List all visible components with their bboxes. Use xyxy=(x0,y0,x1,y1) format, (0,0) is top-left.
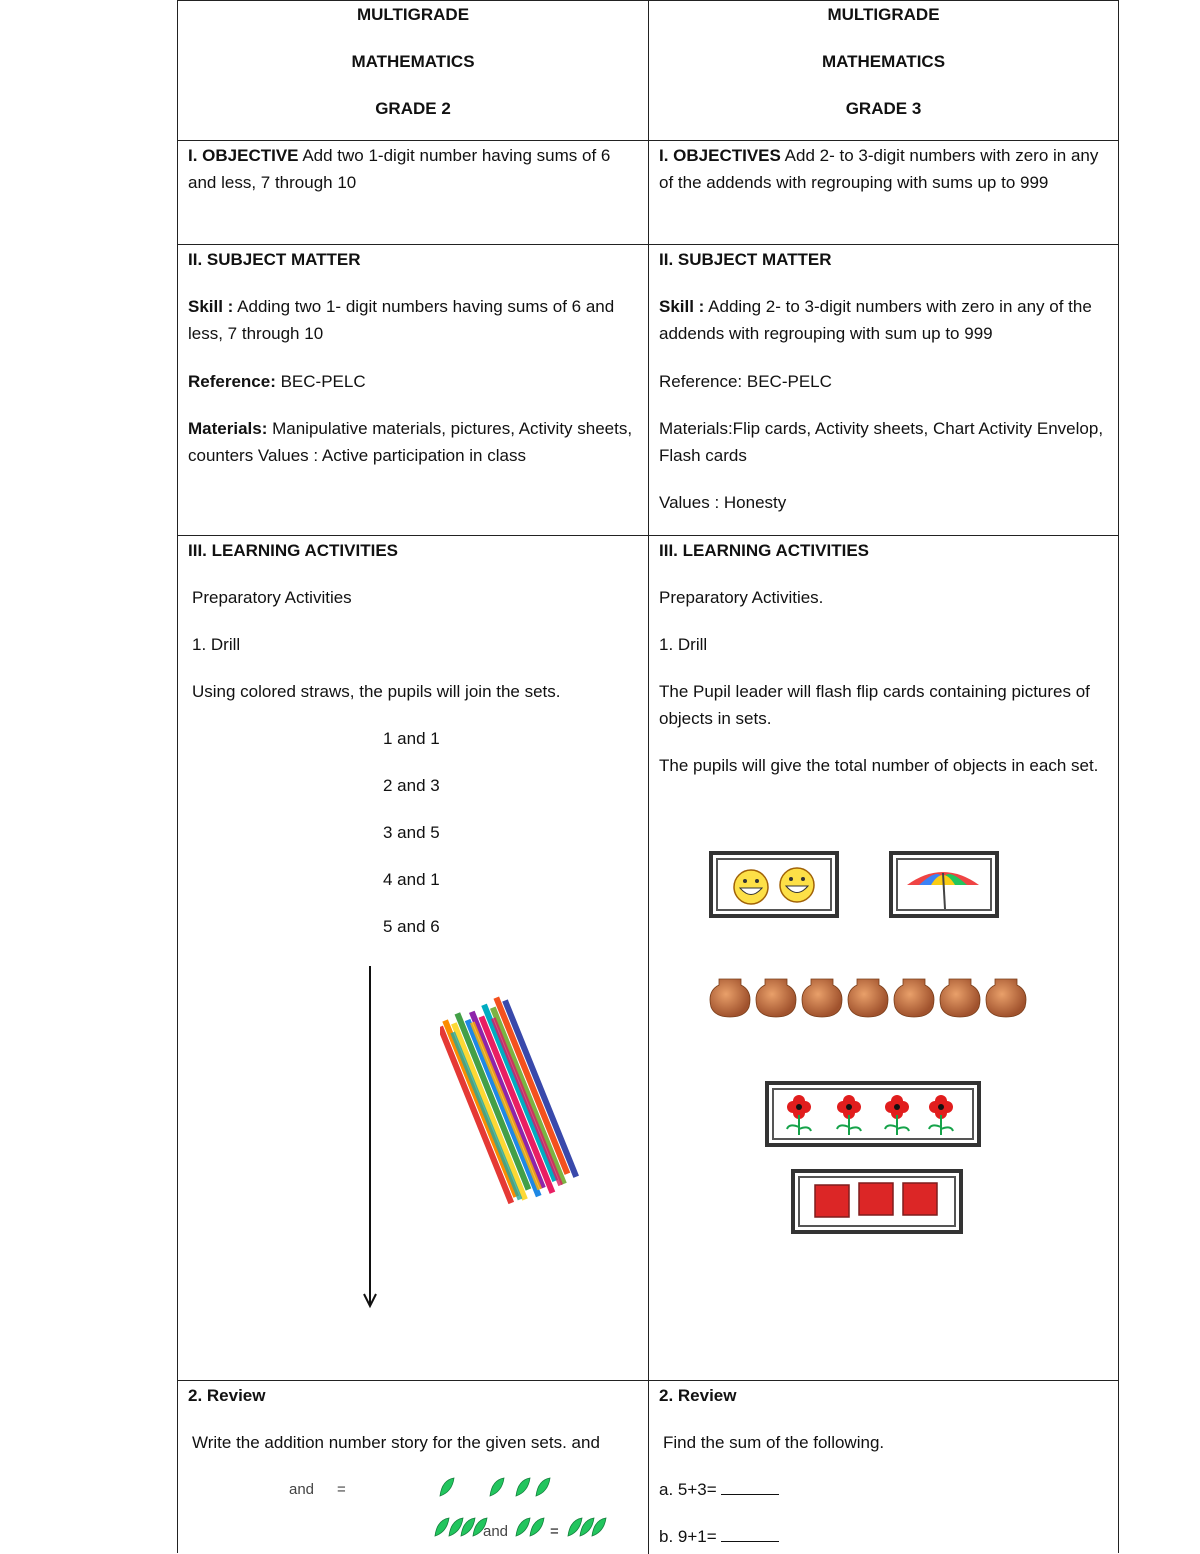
header-title: MULTIGRADE xyxy=(356,5,470,24)
pair-item: 5 and 6 xyxy=(383,917,440,936)
review-set-line-1 xyxy=(178,1476,648,1506)
pair-item: 2 and 3 xyxy=(383,776,440,795)
review-heading: 2. Review xyxy=(188,1386,266,1405)
objective-row xyxy=(178,140,1118,245)
learning-activities-row xyxy=(178,535,1118,1381)
subject-matter-row xyxy=(178,244,1118,536)
equals-sign: = xyxy=(337,1481,346,1498)
values-text: Values : Honesty xyxy=(659,493,787,512)
flip-card-flowers xyxy=(765,1081,981,1147)
objective-label: I. OBJECTIVES xyxy=(659,146,781,165)
skill-label: Skill : xyxy=(188,297,234,316)
materials-text: Materials:Flip cards, Activity sheets, Chart Activity Envelop, Flash cards xyxy=(659,419,1104,465)
answer-blank[interactable] xyxy=(721,1480,779,1495)
and-word: and xyxy=(289,1481,315,1498)
subject-grade2 xyxy=(178,245,648,536)
flip-card-smileys xyxy=(709,851,839,918)
equals-sign: = xyxy=(550,1523,559,1540)
skill-text: Adding two 1- digit numbers having sums of 6 and less, 7 through 10 xyxy=(188,297,615,343)
subject-heading: II. SUBJECT MATTER xyxy=(659,250,832,269)
review-item: a. 5+3= xyxy=(659,1480,717,1499)
drill-instruction: Using colored straws, the pupils will join the sets. xyxy=(192,682,561,701)
objective-text: Add 2- to 3-digit numbers with zero in any of the addends with regrouping with sums up to 999 xyxy=(659,146,1099,192)
review-instruction: Find the sum of the following. xyxy=(663,1433,885,1452)
review-item: b. 9+1= xyxy=(659,1527,717,1546)
drill-label: 1. Drill xyxy=(192,635,241,654)
leaf-icon xyxy=(514,1516,550,1540)
lesson-plan-table xyxy=(177,0,1119,1553)
review-grade2 xyxy=(178,1381,648,1554)
skill-text: Adding 2- to 3-digit numbers with zero in any of the addends with regrouping with sum up to 999 xyxy=(659,297,1092,343)
drill-instruction: The Pupil leader will flash flip cards containing pictures of objects in sets. xyxy=(659,682,1090,728)
leaf-icon xyxy=(436,1476,556,1500)
pair-item: 1 and 1 xyxy=(383,729,440,748)
and-word: and xyxy=(483,1523,509,1540)
reference-label: Reference: xyxy=(188,372,276,391)
header-grade: GRADE 3 xyxy=(845,99,922,118)
header-grade2 xyxy=(178,1,648,141)
objective-label: I. OBJECTIVE xyxy=(188,146,299,165)
review-instruction: Write the addition number story for the given sets. and xyxy=(192,1433,600,1452)
colored-straws-image xyxy=(440,996,580,1206)
pair-item: 3 and 5 xyxy=(383,823,440,842)
leaf-icon xyxy=(566,1516,610,1540)
review-set-line-2 xyxy=(178,1516,648,1546)
review-grade3 xyxy=(648,1381,1118,1554)
pots-image xyxy=(709,971,1035,1021)
header-title: MULTIGRADE xyxy=(827,5,940,24)
pair-item: 4 and 1 xyxy=(383,870,440,889)
flower-icon xyxy=(769,1085,975,1141)
down-arrow-icon xyxy=(358,964,382,1314)
materials-text: Manipulative materials, pictures, Activity sheets, counters Values : Active participation in class xyxy=(188,419,633,465)
prep-activities: Preparatory Activities. xyxy=(659,588,824,607)
activities-grade3 xyxy=(648,536,1118,1381)
header-grade: GRADE 2 xyxy=(375,99,451,118)
header-row xyxy=(178,0,1118,141)
flip-card-squares xyxy=(791,1169,963,1234)
reference-text: BEC-PELC xyxy=(275,372,366,391)
header-subject: MATHEMATICS xyxy=(821,52,946,71)
answer-blank[interactable] xyxy=(721,1527,779,1542)
header-grade3 xyxy=(648,1,1118,141)
flip-card-umbrella xyxy=(889,851,999,918)
activities-grade2 xyxy=(178,536,648,1381)
red-square-icon xyxy=(795,1173,957,1228)
objective-grade3 xyxy=(648,141,1118,245)
drill-label: 1. Drill xyxy=(659,635,708,654)
subject-grade3 xyxy=(648,245,1118,536)
activities-heading: III. LEARNING ACTIVITIES xyxy=(188,541,398,560)
prep-activities: Preparatory Activities xyxy=(192,588,352,607)
umbrella-icon xyxy=(893,855,993,913)
drill-instruction-2: The pupils will give the total number of objects in each set. xyxy=(659,756,1099,775)
header-subject: MATHEMATICS xyxy=(351,52,475,71)
smiley-icon xyxy=(713,855,833,913)
review-row xyxy=(178,1380,1118,1554)
reference-text: Reference: BEC-PELC xyxy=(659,372,832,391)
objective-text: Add two 1-digit number having sums of 6 and less, 7 through 10 xyxy=(188,146,611,192)
activities-heading: III. LEARNING ACTIVITIES xyxy=(659,541,869,560)
objective-grade2 xyxy=(178,141,648,245)
review-heading: 2. Review xyxy=(659,1386,737,1405)
subject-heading: II. SUBJECT MATTER xyxy=(188,250,361,269)
materials-label: Materials: xyxy=(188,419,268,438)
skill-label: Skill : xyxy=(659,297,705,316)
